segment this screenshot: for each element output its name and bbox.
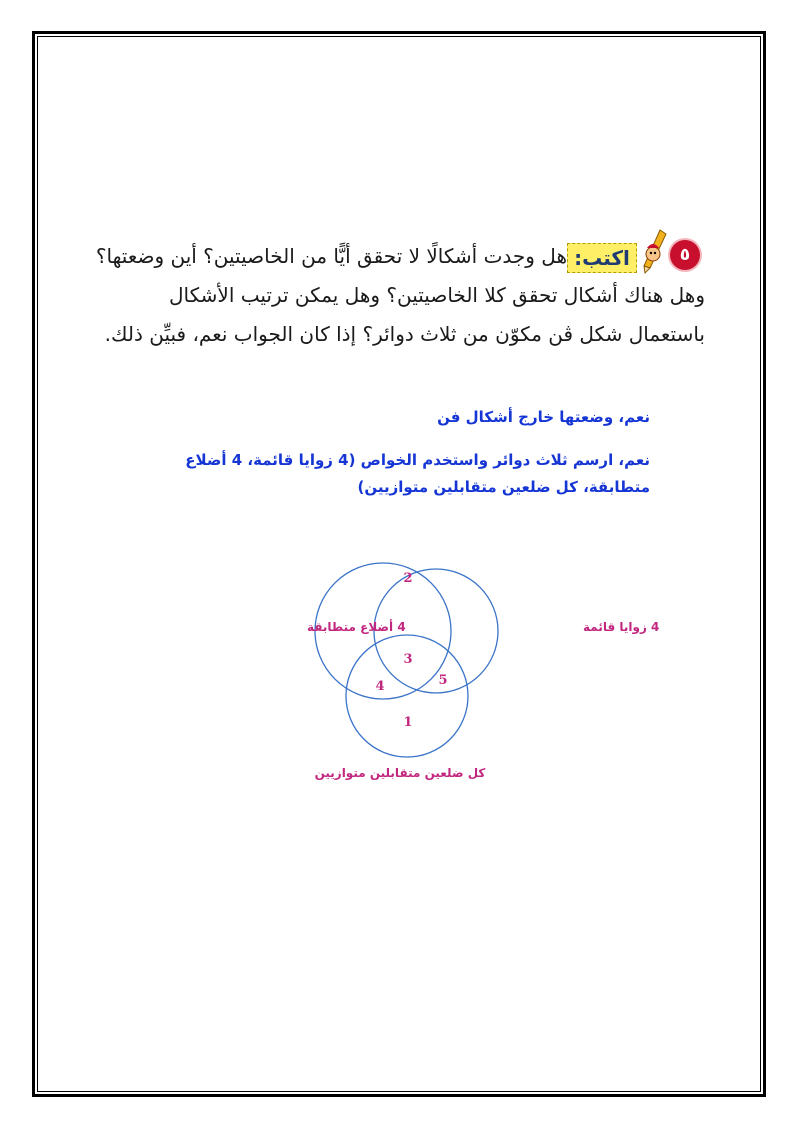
answer-line-3: متطابقة، كل ضلعين متقابلين متوازيين)	[357, 478, 650, 496]
venn-diagram	[200, 560, 660, 800]
write-label: اكتب:	[567, 243, 637, 273]
venn-region-left-bottom: 4	[375, 679, 385, 694]
question-line-2: وهل هناك أشكال تحقق كلا الخاصيتين؟ وهل يمكن ترتيب الأشكال	[168, 283, 705, 307]
venn-region-top: 2	[403, 571, 413, 586]
venn-region-bottom: 1	[403, 715, 413, 730]
answer-line-1: نعم، وضعتها خارج أشكال فن	[437, 408, 650, 426]
venn-label-bottom: كل ضلعين متقابلين متوازيين	[314, 766, 486, 780]
question-number-badge: ٥	[670, 240, 700, 270]
question-line-1: هل وجدت أشكالًا لا تحقق أيًّا من الخاصيتين؟ أين وضعتها؟	[95, 244, 567, 268]
venn-label-right: 4 زوايا قائمة	[583, 620, 660, 634]
venn-region-right-bottom: 5	[438, 673, 448, 688]
venn-label-left: 4 أضلاع متطابقة	[307, 620, 406, 634]
venn-region-center: 3	[403, 652, 413, 667]
pencil-mascot-icon	[638, 228, 668, 274]
answer-line-2: نعم، ارسم ثلاث دوائر واستخدم الخواص (4 زوايا قائمة، 4 أضلاع	[185, 451, 650, 469]
question-line-3: باستعمال شكل ڤن مكوّن من ثلاث دوائر؟ إذا كان الجواب نعم، فبيِّن ذلك.	[104, 322, 705, 346]
